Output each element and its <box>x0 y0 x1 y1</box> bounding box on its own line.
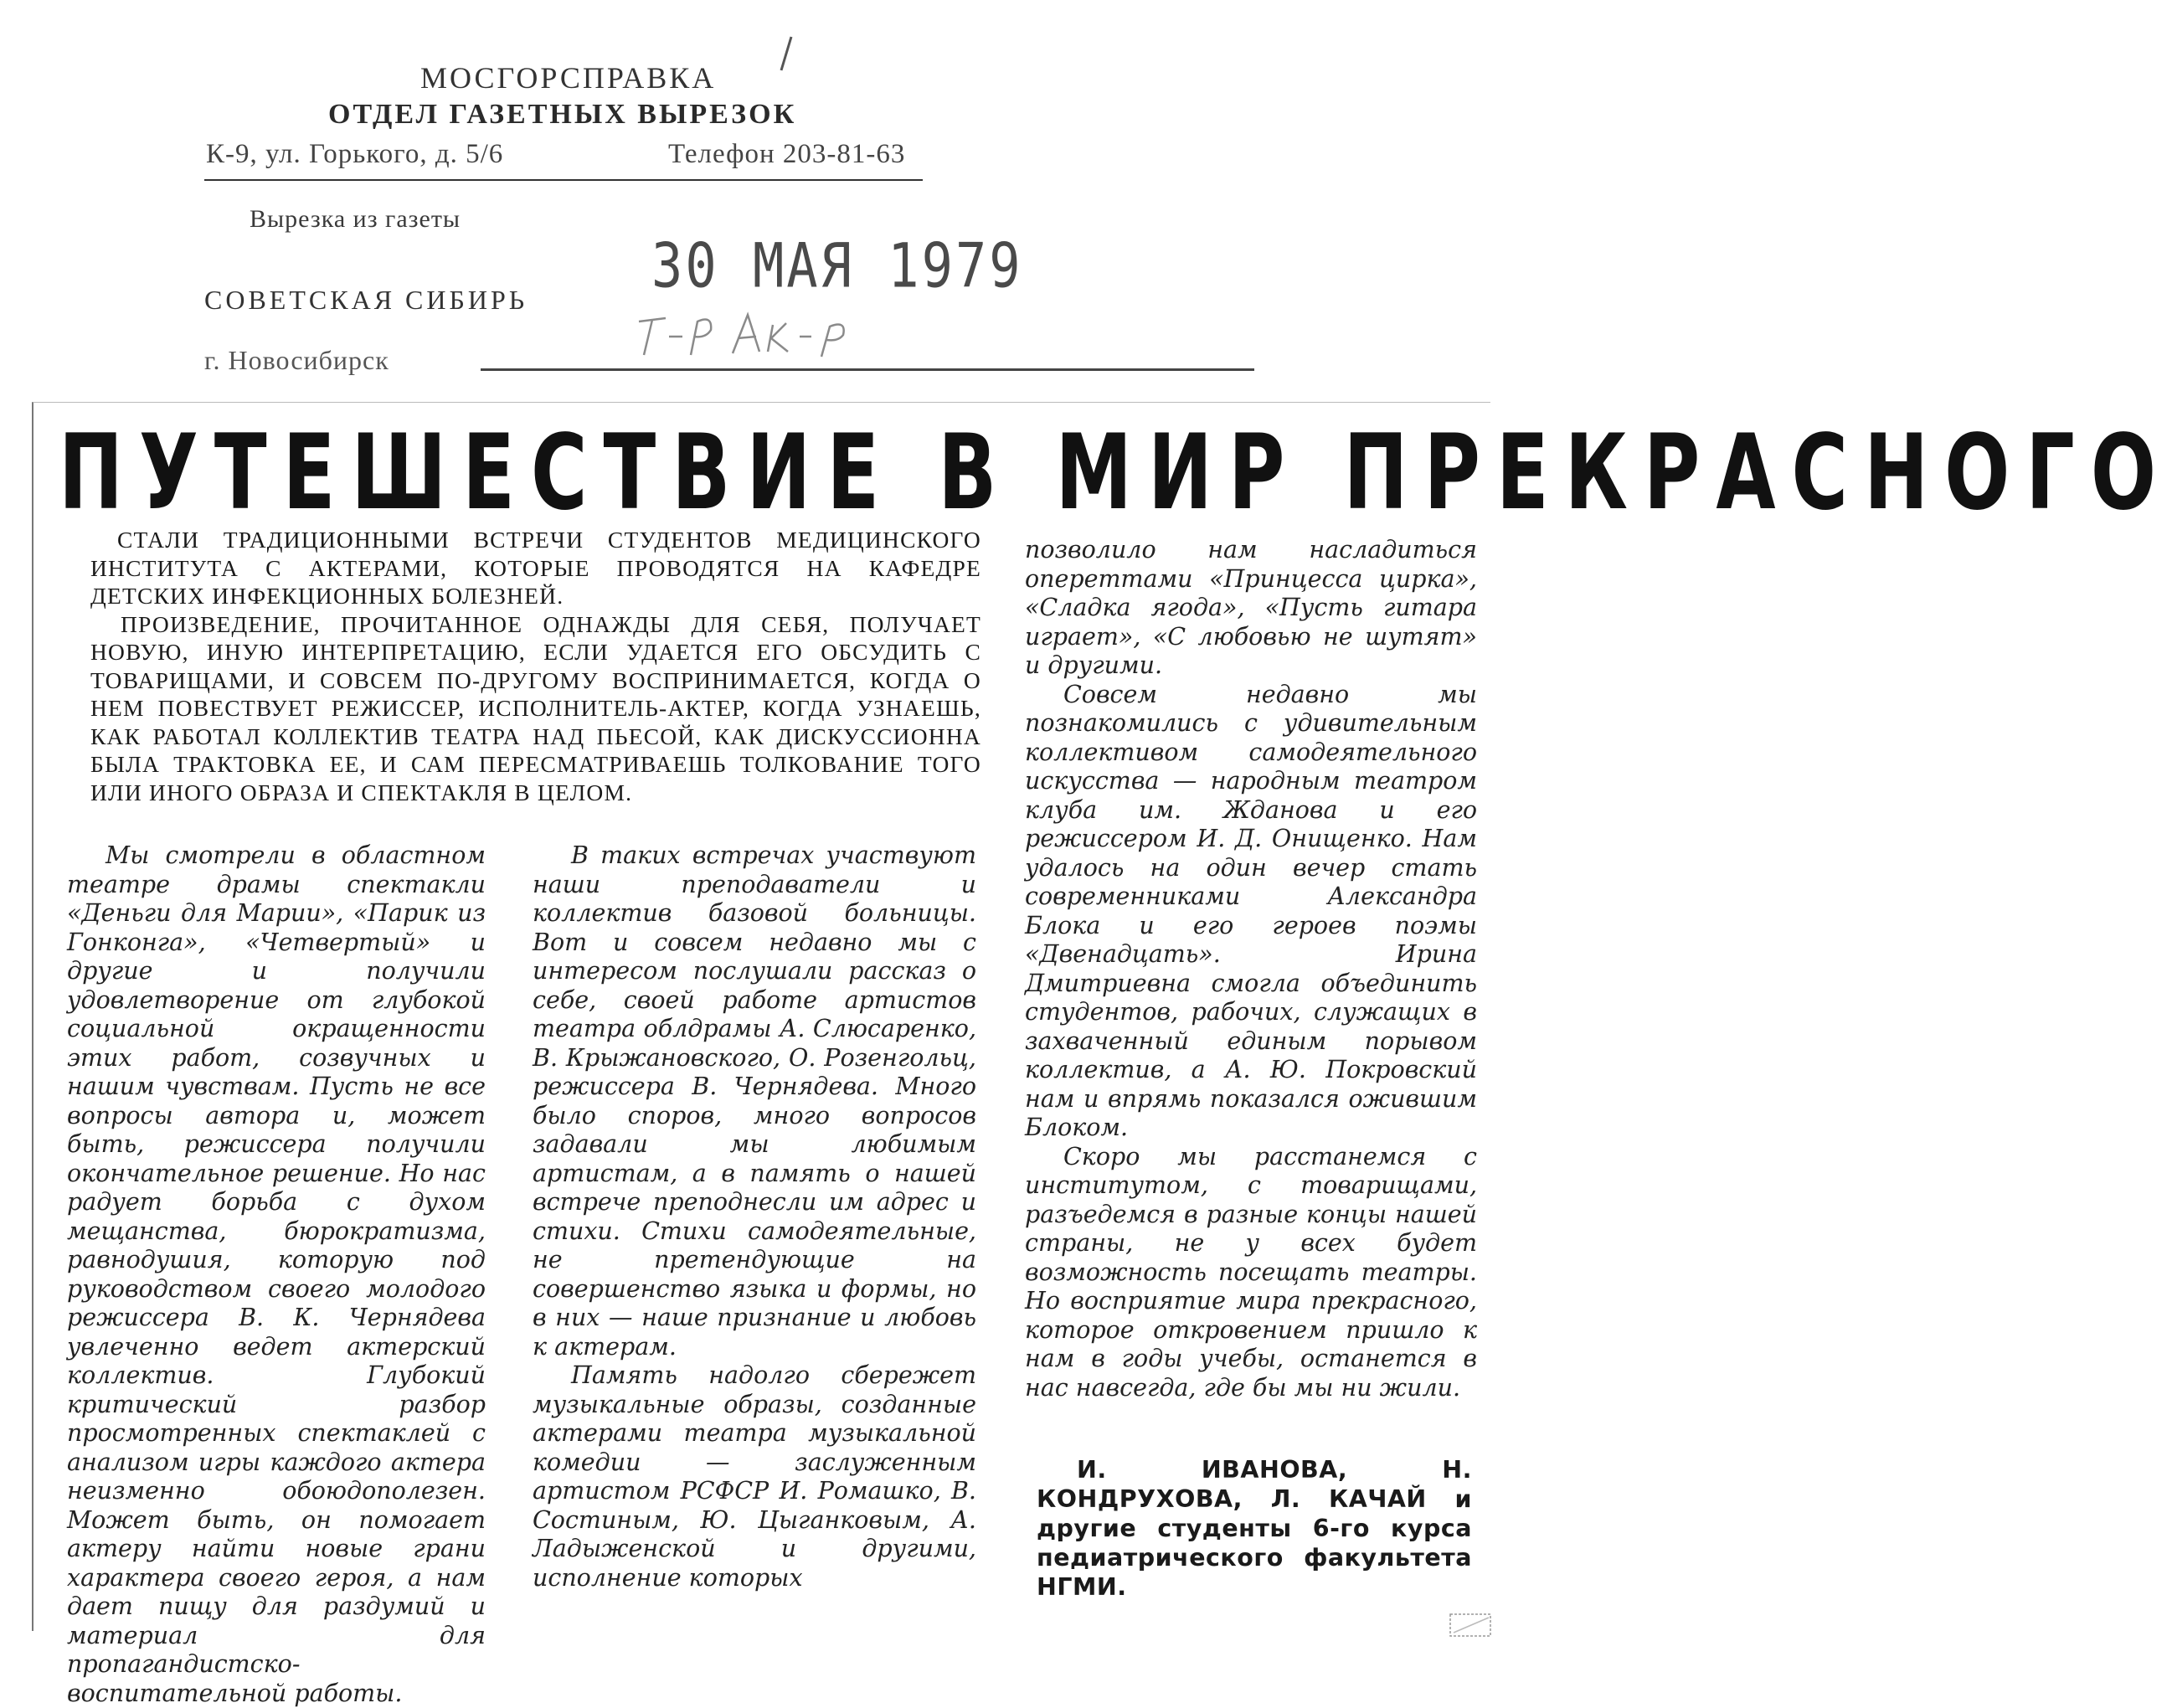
pen-tick-mark-icon <box>775 33 821 74</box>
article-headline: ПУТЕШЕСТВИЕ В МИР ПРЕКРАСНОГО <box>59 412 2172 533</box>
article-signature <box>1037 1455 1472 1602</box>
clipping-label: Вырезка из газеты <box>250 205 461 233</box>
signature-text: И. ИВАНОВА, Н. КОНДРУХОВА, Л. КАЧАЙ и другие студенты 6-го курса педиатрического факультета НГМИ. <box>1037 1456 1472 1601</box>
article-column-2 <box>533 841 976 1592</box>
body-paragraph: Память надолго сбережет музыкальные образы, созданные актерами театра музыкальной комедии — заслуженным артистом РСФСР И. Ромашко, В. Состиным, Ю. Цыганковым, А. Ладыженской и другими, исполнение которых <box>533 1361 976 1592</box>
body-paragraph: Скоро мы расстанемся с институтом, с товарищами, разъедемся в разные концы нашей страны, не у всех будет возможность посещать театры. Но восприятие мира прекрасного, которое откровением пришло к нам в годы учебы, останется в нас навсегда, где бы мы ни жили. <box>1025 1142 1477 1402</box>
newspaper-city: г. Новосибирск <box>204 345 389 375</box>
lead-paragraph: СТАЛИ ТРАДИЦИОННЫМИ ВСТРЕЧИ СТУДЕНТОВ МЕДИЦИНСКОГО ИНСТИТУТА С АКТЕРАМИ, КОТОРЫЕ ПРОВОДЯТСЯ НА КАФЕДРЕ ДЕТСКИХ ИНФЕКЦИОННЫХ БОЛЕЗНЕЙ. <box>90 527 981 609</box>
agency-name: МОСГОРСПРАВКА <box>420 61 717 95</box>
body-paragraph: Мы смотрели в областном театре драмы спектакли «Деньги для Марии», «Парик из Гонконга», «Четвертый» и другие и получили удовлетворение от глубокой социальной окращенности этих работ, созвучных и нашим чувствам. Пусть не все вопросы автора и, может быть, режиссера получили окончательное решение. Но нас радует борьба с духом мещанства, бюрократизма, равнодушия, которую под руководством своего молодого режиссера В. К. Чернядева увлеченно ведет актерский коллектив. Глубокий критический разбор просмотренных спектаклей с анализом игры каждого актера неизменно обоюдополезен. Может быть, он помогает актеру найти новые грани характера своего героя, а нам дает пищу для раздумий и материал для пропагандистско-воспитательной работы. <box>67 841 486 1707</box>
torn-corner-mark-icon <box>1447 1609 1494 1639</box>
lead-paragraph: ПРОИЗВЕДЕНИЕ, ПРОЧИТАННОЕ ОДНАЖДЫ ДЛЯ СЕБЯ, ПОЛУЧАЕТ НОВУЮ, ИНУЮ ИНТЕРПРЕТАЦИЮ, ЕСЛИ УДАЕТСЯ ЕГО ОБСУДИТЬ С ТОВАРИЩАМИ, И СОВСЕМ ПО-ДРУГОМУ ВОСПРИНИМАЕТСЯ, КОГДА О НЕМ ПОВЕСТВУЕТ РЕЖИССЕР, ИСПОЛНИТЕЛЬ-АКТЕР, КОГДА УЗНАЕШЬ, КАК РАБОТАЛ КОЛЛЕКТИВ ТЕАТРА НАД ПЬЕСОЙ, КАК ДИСКУССИОННА БЫЛА ТРАКТОВКА ЕЕ, И САМ ПЕРЕСМАТРИВАЕШЬ ТОЛКОВАНИЕ ТОГО ИЛИ ИНОГО ОБРАЗА И СПЕКТАКЛЯ В ЦЕЛОМ. <box>90 610 981 805</box>
newspaper-name: СОВЕТСКАЯ СИБИРЬ <box>204 285 528 315</box>
agency-phone: Телефон 203-81-63 <box>668 139 906 169</box>
body-paragraph: Совсем недавно мы познакомились с удивительным коллективом самодеятельного искусства — народным театром клуба им. Жданова и его режиссером И. Д. Онищенко. Нам удалось на один вечер стать современниками Александра Блока и его героев поэмы «Двенадцать». Ирина Дмитриевна смогла объединить студентов, рабочих, служащих в захваченный единым порывом коллектив, а А. Ю. Покровский нам и впрямь показался ожившим Блоком. <box>1025 680 1477 1141</box>
article-column-1 <box>67 841 486 1708</box>
article-lead <box>90 526 981 806</box>
article-column-3 <box>1025 536 1477 1402</box>
body-paragraph: позволило нам насладиться опереттами «Принцесса цирка», «Сладка ягода», «Пусть гитара играет», «С любовью не шутят» и другими. <box>1025 536 1477 679</box>
header-divider <box>204 179 923 181</box>
agency-address: К-9, ул. Горького, д. 5/6 <box>206 139 504 169</box>
handwritten-note <box>632 303 917 362</box>
department-name: ОТДЕЛ ГАЗЕТНЫХ ВЫРЕЗОК <box>328 99 797 130</box>
city-divider <box>481 368 1254 371</box>
date-stamp: 30 МАЯ 1979 <box>651 229 1023 302</box>
body-paragraph: В таких встречах участвуют наши преподаватели и коллектив базовой больницы. Вот и совсем недавно мы с интересом послушали рассказ о себе, своей работе артистов театра облдрамы А. Слюсаренко, В. Крыжановского, О. Розенгольц, режиссера В. Чернядева. Много было споров, много вопросов задавали мы любимым артистам, а в память о нашей встрече преподнесли им адрес и стихи. Стихи самодеятельные, не претендующие на совершенство языка и формы, но в них — наше признание и любовь к актерам. <box>533 841 976 1361</box>
